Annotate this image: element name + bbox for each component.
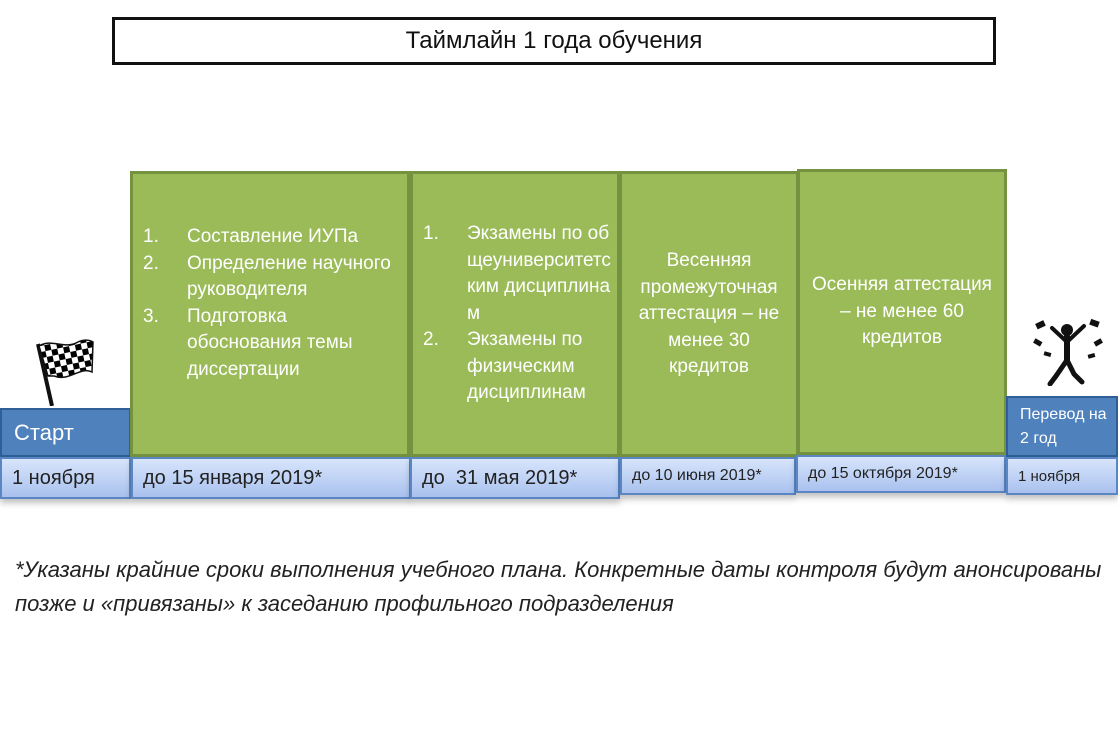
stage-3-deadline: до 10 июня 2019* — [620, 457, 796, 495]
stage-1-box — [130, 171, 410, 457]
stage-4-text: Осенняя аттестация – не менее 60 кредитов — [812, 274, 992, 348]
stage-4-box — [797, 169, 1007, 455]
stage-2-box — [410, 171, 620, 457]
stage-2-item: 2. Экзамены по физическим дисциплинам — [423, 329, 586, 403]
end-date: 1 ноября — [1006, 457, 1118, 495]
transfer-label: Перевод на 2 год — [1020, 406, 1107, 447]
celebrating-person-icon — [1030, 318, 1106, 386]
stage-3-text: Весенняя промежуточная аттестация – не менее 30 кредитов — [638, 250, 780, 377]
stage-2-item: 1. Экзамены по общеуниверситетским дисциплинам — [423, 223, 611, 324]
stage-4-deadline: до 15 октября 2019* — [796, 455, 1006, 493]
timeline-title: Таймлайн 1 года обучения — [112, 17, 996, 65]
stage-3-box — [619, 171, 799, 457]
stage-1-item: 3. Подготовка обоснования темы диссертации — [143, 305, 353, 380]
stage-2-deadline: до 31 мая 2019* — [410, 457, 620, 499]
transfer-box — [1006, 396, 1118, 457]
stage-1-deadline: до 15 января 2019* — [131, 457, 411, 499]
stage-1-item: 1. Составление ИУПа — [143, 226, 359, 247]
checkered-flag-icon — [30, 336, 96, 406]
stage-1-item: 2. Определение научного руководителя — [143, 252, 391, 300]
start-label: Старт — [14, 420, 74, 445]
footnote: *Указаны крайние сроки выполнения учебного плана. Конкретные даты контроля будут анонсированы позже и «привязаны» к заседанию профильного подразделения — [15, 557, 1102, 616]
start-box — [0, 408, 131, 457]
start-date: 1 ноября — [0, 457, 131, 499]
